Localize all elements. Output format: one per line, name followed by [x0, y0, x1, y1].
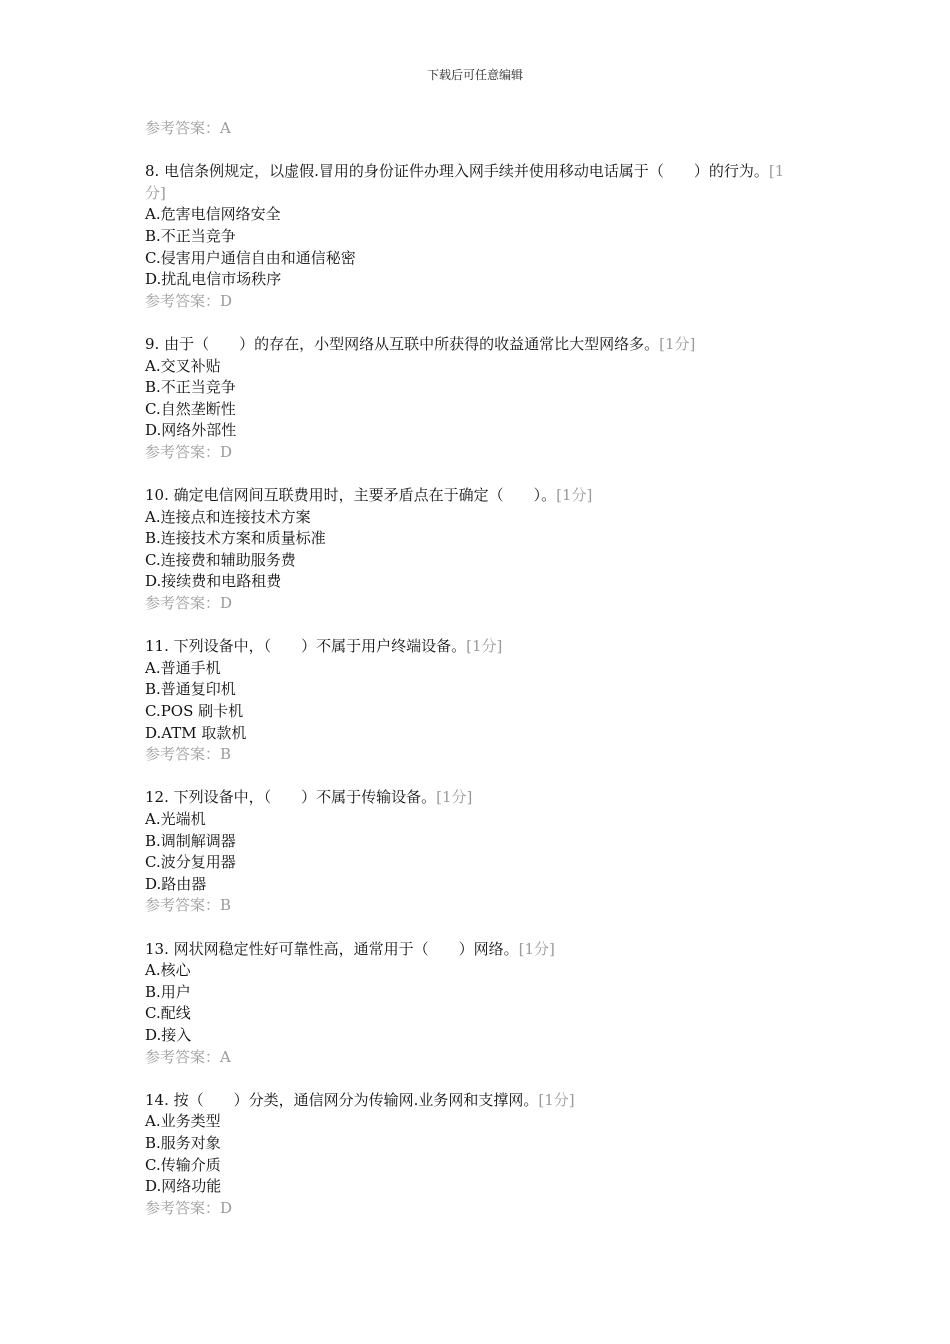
score-tag: [1分] — [556, 486, 593, 505]
option-b: B.调制解调器 — [145, 831, 236, 850]
option-c: C.波分复用器 — [145, 853, 236, 872]
option-d: D.扰乱电信市场秩序 — [145, 270, 282, 289]
score-tag: [1分] — [538, 1090, 575, 1109]
score-tag: [1分] — [466, 637, 503, 656]
option-a: A.危害电信网络安全 — [145, 205, 281, 224]
answer: 参考答案：D — [145, 442, 233, 461]
question-stem — [145, 161, 805, 204]
stem-text: 10. 确定电信网间互联费用时，主要矛盾点在于确定（ ）。 — [145, 486, 557, 505]
option-b: B.不正当竞争 — [145, 378, 236, 397]
question-stem — [145, 787, 805, 809]
score-tag: [1分] — [436, 788, 473, 807]
option-d: D.路由器 — [145, 874, 207, 893]
stem-text: 13. 网状网稳定性好可靠性高，通常用于（ ）网络。 — [145, 939, 519, 958]
question-11 — [145, 636, 805, 766]
option-a: A.连接点和连接技术方案 — [145, 507, 311, 526]
question-9 — [145, 334, 805, 464]
stem-text: 12. 下列设备中，（ ）不属于传输设备。 — [145, 788, 437, 807]
answer: 参考答案：B — [145, 745, 232, 764]
question-stem — [145, 636, 805, 658]
option-d: D.网络外部性 — [145, 421, 237, 440]
option-a: A.普通手机 — [145, 658, 221, 677]
score-tag: [1分] — [518, 939, 555, 958]
answer-previous: 参考答案：A — [145, 119, 231, 137]
question-stem — [145, 1090, 805, 1112]
option-c: C.自然垄断性 — [145, 399, 236, 418]
stem-text: 8. 电信条例规定，以虚假.冒用的身份证件办理入网手续并使用移动电话属于（ ）的行为。 — [145, 162, 769, 181]
question-list — [145, 118, 805, 1219]
answer: 参考答案：A — [145, 1047, 231, 1066]
option-b: B.连接技术方案和质量标准 — [145, 529, 326, 548]
stem-text: 14. 按（ ）分类，通信网分为传输网.业务网和支撑网。 — [145, 1090, 539, 1109]
option-c: C.配线 — [145, 1004, 191, 1023]
question-8 — [145, 161, 805, 312]
option-b: B.不正当竞争 — [145, 226, 236, 245]
option-d: D.接入 — [145, 1025, 192, 1044]
question-13 — [145, 939, 805, 1069]
answer: 参考答案：B — [145, 896, 232, 915]
question-14 — [145, 1090, 805, 1220]
question-stem — [145, 334, 805, 356]
question-10 — [145, 485, 805, 615]
option-a: A.光端机 — [145, 810, 206, 828]
answer: 参考答案：D — [145, 291, 233, 310]
answer: 参考答案：D — [145, 1198, 233, 1217]
option-b: B.服务对象 — [145, 1133, 221, 1152]
answer: 参考答案：D — [145, 594, 233, 613]
stem-text: 9. 由于（ ）的存在，小型网络从互联中所获得的收益通常比大型网络多。 — [145, 334, 660, 353]
option-d: D.接续费和电路租费 — [145, 572, 282, 591]
stem-text: 11. 下列设备中，（ ）不属于用户终端设备。 — [145, 637, 467, 656]
option-a: A.核心 — [145, 961, 191, 980]
score-tag: [1分] — [145, 162, 785, 202]
question-stem — [145, 485, 805, 507]
option-d: D.网络功能 — [145, 1177, 222, 1196]
option-b: B.用户 — [145, 982, 191, 1001]
score-tag: [1分] — [659, 334, 696, 353]
option-c: C.侵害用户通信自由和通信秘密 — [145, 248, 356, 267]
option-a: A.业务类型 — [145, 1112, 221, 1131]
question-12 — [145, 787, 805, 917]
option-a: A.交叉补贴 — [145, 356, 221, 375]
page-header: 下载后可任意编辑 — [426, 68, 523, 82]
option-b: B.普通复印机 — [145, 680, 236, 699]
option-c: C.POS 刷卡机 — [145, 702, 244, 721]
option-c: C.连接费和辅助服务费 — [145, 550, 296, 569]
option-c: C.传输介质 — [145, 1155, 221, 1174]
option-d: D.ATM 取款机 — [145, 723, 247, 742]
question-stem — [145, 939, 805, 961]
